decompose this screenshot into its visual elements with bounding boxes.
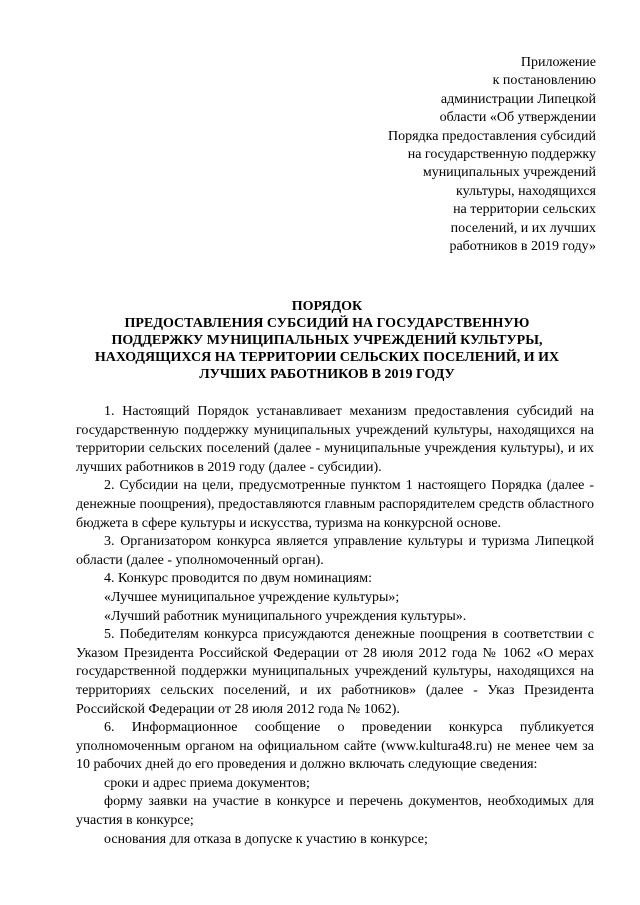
paragraph-5: 5. Победителям конкурса присуждаются денежные поощрения в соответствии с Указом Президента Российской Федерации от 28 июля 2012 года № 1062 «О мерах государственной поддержки муниципальных учреждений культуры, находящихся на территориях сельских поселений, и их работников» (далее - Указ Президента Российской Федерации от 28 июля 2012 года № 1062). (76, 627, 594, 717)
appendix-line: Приложение (520, 55, 596, 70)
nomination-1: «Лучшее муниципальное учреждение культуры»; (104, 589, 400, 605)
info-item-3: основания для отказа в допуске к участию в конкурсе; (104, 831, 428, 847)
appendix-line: работников в 2019 году» (449, 239, 596, 255)
paragraph-2: 2. Субсидии на цели, предусмотренные пунктом 1 настоящего Порядка (далее - денежные поощрения), предоставляются главным распорядителем средств областного бюджета в сфере культуры и искусства, туризма на конкурсной основе. (76, 478, 594, 531)
paragraph-6: 6. Информационное сообщение о проведении конкурса публикуется уполномоченным органом на официальном сайте (www.kultura48.ru) не менее чем за 10 рабочих дней до его проведения и должно включать следующие сведения: (76, 720, 594, 773)
appendix-line: на территории сельских (453, 202, 596, 218)
appendix-line: области «Об утверждении (439, 110, 596, 126)
title-line: ЛУЧШИХ РАБОТНИКОВ В 2019 ГОДУ (199, 367, 455, 382)
appendix-line: администрации Липецкой (440, 91, 596, 107)
title-line: ПОРЯДОК (291, 299, 363, 314)
document-title (70, 298, 584, 383)
title-line: ПОДДЕРЖКУ МУНИЦИПАЛЬНЫХ УЧРЕЖДЕНИЙ КУЛЬТУРЫ, (111, 333, 543, 348)
title-line: НАХОДЯЩИХСЯ НА ТЕРРИТОРИИ СЕЛЬСКИХ ПОСЕЛЕНИЙ, И ИХ (94, 350, 560, 365)
appendix-line: Порядка предоставления субсидий (387, 128, 596, 144)
info-item-2: форму заявки на участие в конкурсе и перечень документов, необходимых для участия в конкурсе; (76, 794, 594, 829)
appendix-header (336, 54, 596, 256)
title-line: ПРЕДОСТАВЛЕНИЯ СУБСИДИЙ НА ГОСУДАРСТВЕННУЮ (124, 316, 530, 331)
nomination-2: «Лучший работник муниципального учреждения культуры». (104, 608, 467, 624)
appendix-line: к постановлению (492, 73, 596, 89)
appendix-line: поселений, и их лучших (450, 220, 596, 236)
paragraph-4: 4. Конкурс проводится по двум номинациям: (104, 571, 372, 587)
document-body (76, 403, 594, 849)
info-item-1: сроки и адрес приема документов; (104, 775, 310, 791)
appendix-line: культуры, находящихся (455, 183, 596, 199)
paragraph-3: 3. Организатором конкурса является управление культуры и туризма Липецкой области (далее - уполномоченный орган). (76, 534, 594, 568)
paragraph-1: 1. Настоящий Порядок устанавливает механизм предоставления субсидий на государственную поддержку муниципальных учреждений культуры, находящихся на территории сельских поселений (далее - муниципальные учреждения культуры), и их лучших работников в 2019 году (далее - субсидии). (76, 404, 594, 475)
appendix-line: муниципальных учреждений (422, 165, 596, 181)
appendix-line: на государственную поддержку (407, 147, 596, 163)
